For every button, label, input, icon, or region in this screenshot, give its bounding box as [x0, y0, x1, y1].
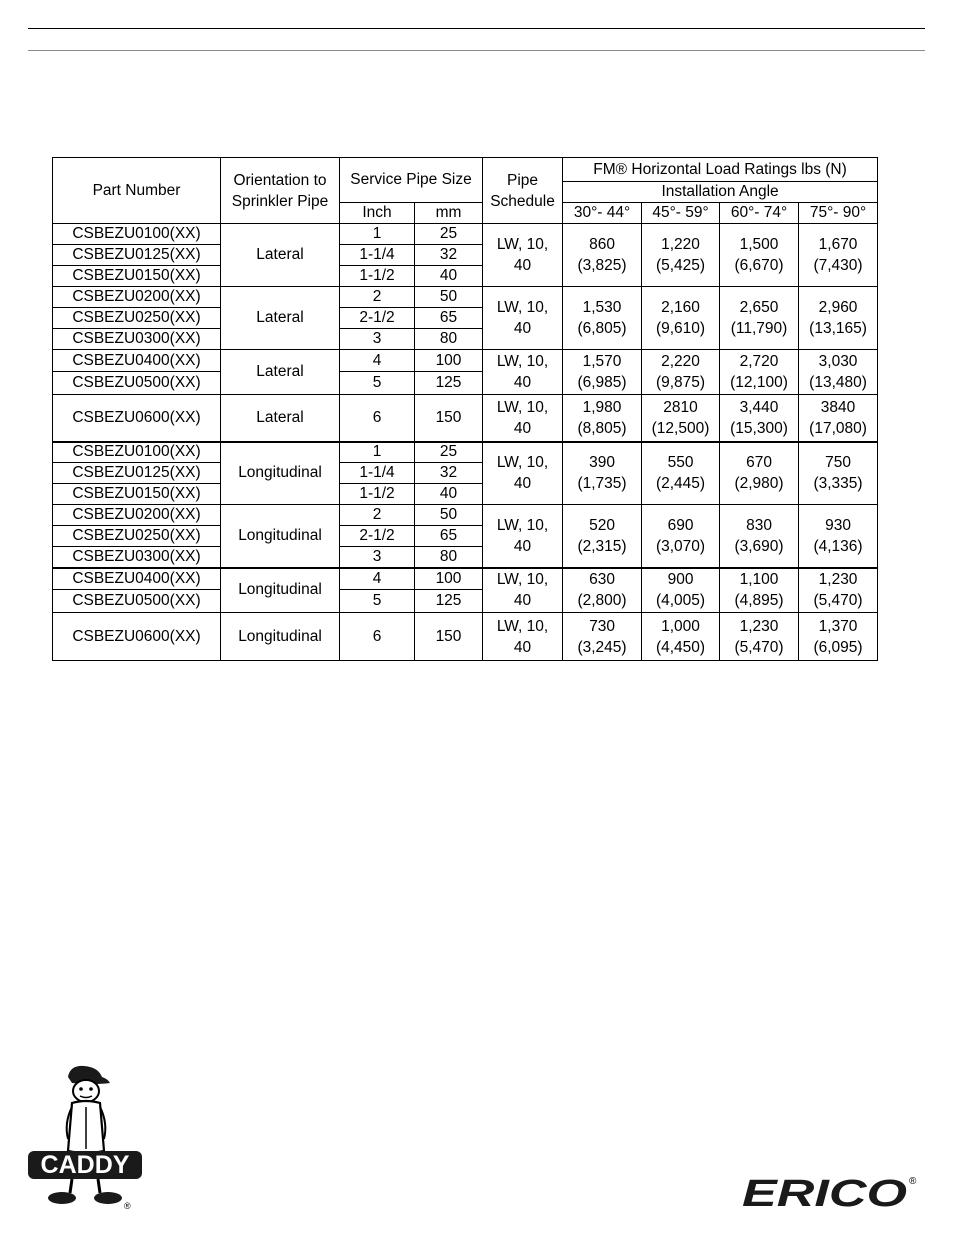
inch-cell: 5 — [340, 372, 415, 395]
part-number-cell: CSBEZU0100(XX) — [53, 224, 221, 245]
mm-cell: 40 — [415, 266, 483, 287]
header-angle: 45°- 59° — [642, 203, 720, 224]
part-number-cell: CSBEZU0300(XX) — [53, 329, 221, 350]
inch-cell: 3 — [340, 547, 415, 568]
pipe-schedule-cell: LW, 10, 40 — [483, 395, 563, 442]
erico-wordmark: ERICO — [742, 1173, 907, 1212]
mm-cell: 125 — [415, 372, 483, 395]
load-rating-cell: 550 (2,445) — [642, 442, 720, 505]
mm-cell: 80 — [415, 547, 483, 568]
part-number-cell: CSBEZU0600(XX) — [53, 613, 221, 661]
load-rating-cell: 630 (2,800) — [563, 568, 642, 613]
load-rating-cell: 2,960 (13,165) — [799, 287, 878, 350]
caddy-registered-mark: ® — [124, 1201, 131, 1211]
mm-cell: 50 — [415, 287, 483, 308]
inch-cell: 2 — [340, 505, 415, 526]
inch-cell: 5 — [340, 590, 415, 613]
load-rating-cell: 690 (3,070) — [642, 505, 720, 568]
part-number-cell: CSBEZU0500(XX) — [53, 590, 221, 613]
table-row — [53, 287, 878, 308]
erico-registered-mark: ® — [909, 1176, 917, 1187]
part-number-cell: CSBEZU0400(XX) — [53, 350, 221, 372]
table-row — [53, 442, 878, 463]
load-rating-cell: 1,980 (8,805) — [563, 395, 642, 442]
header-angle: 75°- 90° — [799, 203, 878, 224]
part-number-cell: CSBEZU0100(XX) — [53, 442, 221, 463]
load-rating-cell: 830 (3,690) — [720, 505, 799, 568]
part-number-cell: CSBEZU0250(XX) — [53, 526, 221, 547]
pipe-schedule-cell: LW, 10, 40 — [483, 505, 563, 568]
inch-cell: 6 — [340, 613, 415, 661]
load-rating-cell: 750 (3,335) — [799, 442, 878, 505]
part-number-cell: CSBEZU0125(XX) — [53, 463, 221, 484]
header-part-number: Part Number — [53, 158, 221, 224]
load-rating-cell: 670 (2,980) — [720, 442, 799, 505]
inch-cell: 2-1/2 — [340, 308, 415, 329]
header-pipe-schedule: Pipe Schedule — [483, 158, 563, 224]
part-number-cell: CSBEZU0125(XX) — [53, 245, 221, 266]
mm-cell: 125 — [415, 590, 483, 613]
header-service-pipe-size: Service Pipe Size — [340, 158, 483, 203]
inch-cell: 4 — [340, 350, 415, 372]
load-rating-cell: 3,030 (13,480) — [799, 350, 878, 395]
mm-cell: 100 — [415, 350, 483, 372]
table-row — [53, 505, 878, 526]
caddy-logo — [24, 1063, 148, 1211]
erico-logo — [742, 1172, 922, 1212]
table-row — [53, 613, 878, 661]
table-row — [53, 395, 878, 442]
inch-cell: 2-1/2 — [340, 526, 415, 547]
header-rule-top — [28, 28, 925, 29]
load-rating-cell: 2,220 (9,875) — [642, 350, 720, 395]
mm-cell: 32 — [415, 463, 483, 484]
mm-cell: 25 — [415, 442, 483, 463]
inch-cell: 6 — [340, 395, 415, 442]
load-rating-cell: 900 (4,005) — [642, 568, 720, 613]
orientation-cell: Lateral — [221, 224, 340, 287]
mm-cell: 50 — [415, 505, 483, 526]
part-number-cell: CSBEZU0400(XX) — [53, 568, 221, 590]
header-inch: Inch — [340, 203, 415, 224]
header-fm-ratings: FM® Horizontal Load Ratings lbs (N) — [563, 158, 878, 182]
mm-cell: 80 — [415, 329, 483, 350]
load-rating-cell: 1,570 (6,985) — [563, 350, 642, 395]
inch-cell: 1-1/2 — [340, 266, 415, 287]
table-row — [53, 568, 878, 590]
mm-cell: 25 — [415, 224, 483, 245]
load-rating-cell: 1,230 (5,470) — [720, 613, 799, 661]
load-rating-cell: 520 (2,315) — [563, 505, 642, 568]
header-installation-angle: Installation Angle — [563, 182, 878, 203]
load-ratings-table — [52, 157, 878, 661]
header-angle: 60°- 74° — [720, 203, 799, 224]
orientation-cell: Lateral — [221, 395, 340, 442]
header-angle: 30°- 44° — [563, 203, 642, 224]
pipe-schedule-cell: LW, 10, 40 — [483, 613, 563, 661]
pipe-schedule-cell: LW, 10, 40 — [483, 350, 563, 395]
load-rating-cell: 2810 (12,500) — [642, 395, 720, 442]
caddy-wordmark: CADDY — [40, 1151, 130, 1179]
inch-cell: 1-1/2 — [340, 484, 415, 505]
header-rule-bottom — [28, 50, 925, 51]
orientation-cell: Longitudinal — [221, 568, 340, 613]
part-number-cell: CSBEZU0600(XX) — [53, 395, 221, 442]
orientation-cell: Lateral — [221, 287, 340, 350]
mm-cell: 150 — [415, 613, 483, 661]
pipe-schedule-cell: LW, 10, 40 — [483, 224, 563, 287]
load-rating-cell: 930 (4,136) — [799, 505, 878, 568]
part-number-cell: CSBEZU0200(XX) — [53, 287, 221, 308]
orientation-cell: Longitudinal — [221, 442, 340, 505]
orientation-cell: Longitudinal — [221, 505, 340, 568]
mm-cell: 65 — [415, 526, 483, 547]
mm-cell: 100 — [415, 568, 483, 590]
load-rating-cell: 1,230 (5,470) — [799, 568, 878, 613]
load-rating-cell: 390 (1,735) — [563, 442, 642, 505]
load-rating-cell: 1,670 (7,430) — [799, 224, 878, 287]
part-number-cell: CSBEZU0150(XX) — [53, 266, 221, 287]
load-rating-cell: 3840 (17,080) — [799, 395, 878, 442]
inch-cell: 1 — [340, 442, 415, 463]
inch-cell: 2 — [340, 287, 415, 308]
orientation-cell: Lateral — [221, 350, 340, 395]
table-row — [53, 350, 878, 372]
inch-cell: 1 — [340, 224, 415, 245]
load-rating-cell: 1,530 (6,805) — [563, 287, 642, 350]
part-number-cell: CSBEZU0150(XX) — [53, 484, 221, 505]
pipe-schedule-cell: LW, 10, 40 — [483, 442, 563, 505]
orientation-cell: Longitudinal — [221, 613, 340, 661]
inch-cell: 1-1/4 — [340, 463, 415, 484]
load-rating-cell: 2,720 (12,100) — [720, 350, 799, 395]
inch-cell: 4 — [340, 568, 415, 590]
inch-cell: 3 — [340, 329, 415, 350]
part-number-cell: CSBEZU0250(XX) — [53, 308, 221, 329]
pipe-schedule-cell: LW, 10, 40 — [483, 568, 563, 613]
mm-cell: 32 — [415, 245, 483, 266]
inch-cell: 1-1/4 — [340, 245, 415, 266]
load-rating-cell: 1,000 (4,450) — [642, 613, 720, 661]
part-number-cell: CSBEZU0500(XX) — [53, 372, 221, 395]
load-rating-cell: 2,650 (11,790) — [720, 287, 799, 350]
part-number-cell: CSBEZU0200(XX) — [53, 505, 221, 526]
load-rating-cell: 1,100 (4,895) — [720, 568, 799, 613]
header-mm: mm — [415, 203, 483, 224]
part-number-cell: CSBEZU0300(XX) — [53, 547, 221, 568]
load-rating-cell: 730 (3,245) — [563, 613, 642, 661]
load-rating-cell: 3,440 (15,300) — [720, 395, 799, 442]
mm-cell: 65 — [415, 308, 483, 329]
load-rating-cell: 2,160 (9,610) — [642, 287, 720, 350]
pipe-schedule-cell: LW, 10, 40 — [483, 287, 563, 350]
load-rating-cell: 1,370 (6,095) — [799, 613, 878, 661]
header-orientation: Orientation to Sprinkler Pipe — [221, 158, 340, 224]
table-row — [53, 224, 878, 245]
mm-cell: 40 — [415, 484, 483, 505]
load-rating-cell: 860 (3,825) — [563, 224, 642, 287]
mm-cell: 150 — [415, 395, 483, 442]
load-rating-cell: 1,500 (6,670) — [720, 224, 799, 287]
load-rating-cell: 1,220 (5,425) — [642, 224, 720, 287]
